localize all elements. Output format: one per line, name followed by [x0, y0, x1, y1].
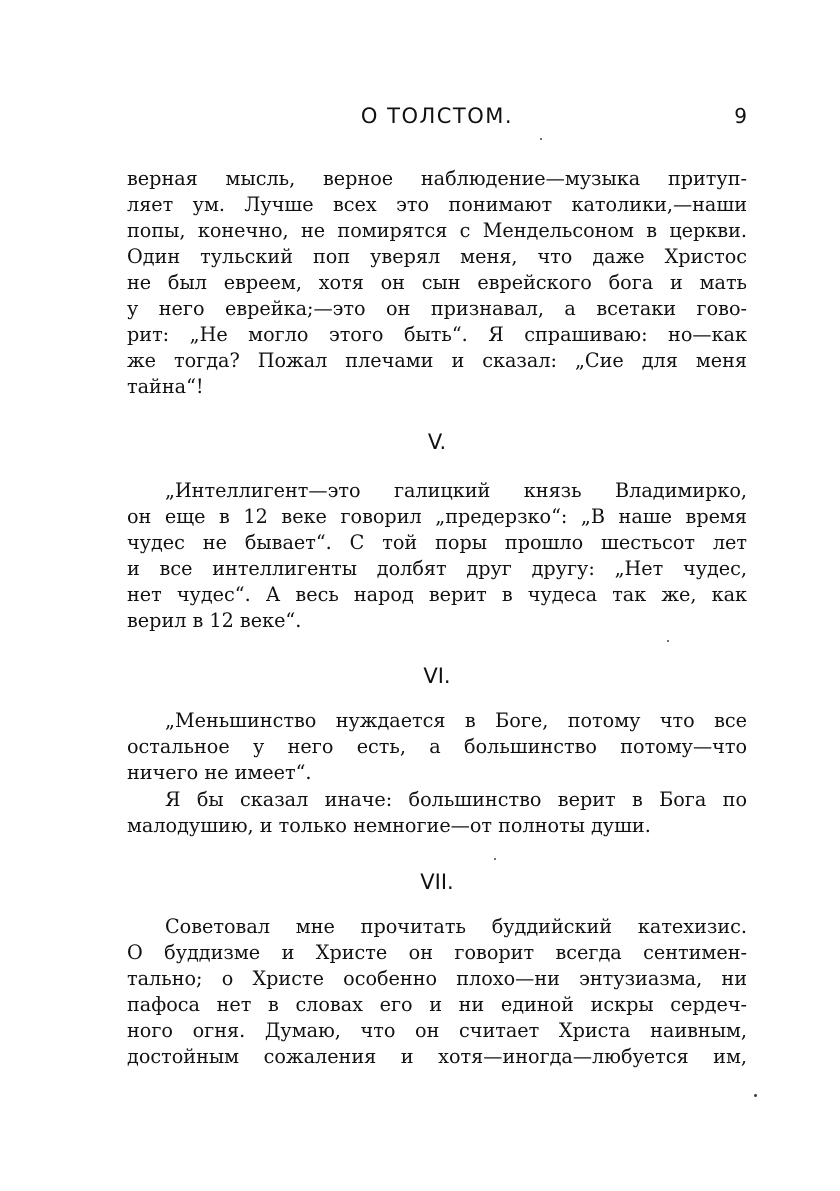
section-heading-v: V. — [427, 430, 447, 454]
text-line: остальное у него есть, а большинство потому—что — [127, 735, 747, 758]
text-line: достойным сожаления и хотя—иногда—любуется им, — [127, 1045, 747, 1068]
text-line: пафоса нет в словах его и ни единой искры сердеч- — [127, 993, 747, 1016]
text-line: и все интеллигенты долбят друг другу: „Нет чудес, — [127, 557, 747, 580]
text-line: он еще в 12 веке говорил „предерзко“: „В наше время — [127, 505, 747, 528]
text-line: ного огня. Думаю, что он считает Христа наивным, — [127, 1019, 747, 1042]
text-line: Советовал мне прочитать буддийский катехизис. — [165, 915, 747, 938]
text-line: Один тульский поп уверял меня, что даже Христос — [127, 245, 747, 268]
running-title: О ТОЛСТОМ. — [360, 104, 514, 128]
text-line: ляет ум. Лучше всех это понимают католики,—наши — [127, 193, 747, 216]
text-line: нет чудес“. А весь народ верит в чудеса так же, как — [127, 583, 747, 606]
text-line: же тогда? Пожал плечами и сказал: „Сие для меня — [127, 349, 747, 372]
text-line: „Меньшинство нуждается в Боге, потому что все — [165, 709, 747, 732]
text-line: чудес не бывает“. С той поры прошло шестьсот лет — [127, 531, 747, 554]
print-speck — [667, 640, 669, 642]
text-line: Я бы сказал иначе: большинство верит в Бога по — [165, 788, 747, 811]
text-line: малодушию, и только немногие—от полноты души. — [127, 814, 651, 837]
section-heading-vii: VII. — [420, 870, 454, 894]
text-line: верная мысль, верное наблюдение—музыка притуп- — [127, 167, 747, 190]
text-line: тально; о Христе особенно плохо—ни энтузиазма, ни — [127, 967, 747, 990]
print-speck — [540, 138, 542, 140]
text-line: „Интеллигент—это галицкий князь Владимирко, — [165, 479, 747, 502]
text-line: О буддизме и Христе он говорит всегда сентимен- — [127, 941, 747, 964]
text-line: у него еврейка;—это он признавал, а всетаки гово- — [127, 297, 747, 320]
text-line: верил в 12 веке“. — [127, 609, 302, 632]
section-heading-vi: VI. — [423, 664, 451, 688]
text-line: не был евреем, хотя он сын еврейского бога и мать — [127, 271, 747, 294]
text-line: ничего не имеет“. — [127, 761, 312, 784]
page-number: 9 — [734, 104, 747, 128]
print-speck — [754, 1094, 757, 1097]
text-line: тайна“! — [127, 375, 204, 398]
page-header — [127, 104, 747, 140]
text-line: рит: „Не могло этого быть“. Я спрашиваю: но—как — [127, 323, 747, 346]
text-line: попы, конечно, не помирятся с Мендельсоном в церкви. — [127, 219, 747, 242]
print-speck — [494, 858, 496, 860]
